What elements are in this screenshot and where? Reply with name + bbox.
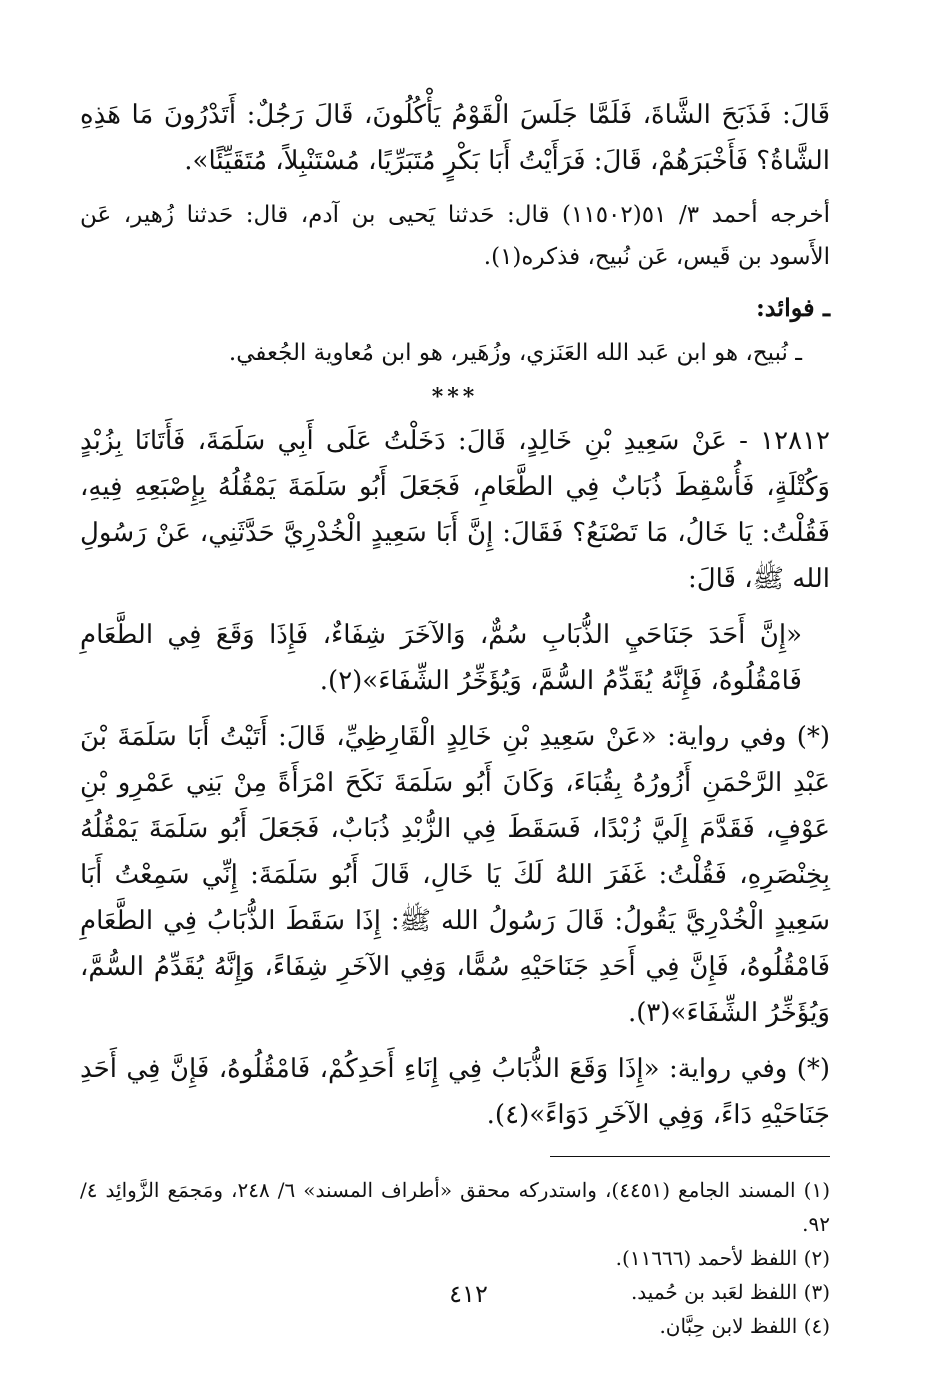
riwaya-first: (*) وفي رواية: «عَنْ سَعِيدِ بْنِ خَالِدٍ الْقَارِظِيِّ، قَالَ: أَتَيْتُ أَبَا سَلَمَةَ بْنَ عَبْدِ الرَّحْمَنِ أَزُورُهُ بِقُبَاءَ، وَكَانَ أَبُو سَلَمَةَ نَكَحَ امْرَأَةً مِنْ بَنِي عَمْرِو بْنِ عَوْفٍ، فَقَدَّمَ إِلَيَّ زُبْدًا، فَسَقَطَ فِي الزُّبْدِ ذُبَابٌ، فَجَعَلَ أَبُو سَلَمَةَ يَمْقُلُهُ بِخِنْصَرِهِ، فَقُلْتُ: غَفَرَ اللهُ لَكَ يَا خَالِ، قَالَ أَبُو سَلَمَةَ: إِنِّي سَمِعْتُ أَبَا سَعِيدٍ الْخُدْرِيَّ يَقُولُ: قَالَ رَسُولُ الله ﷺ: إِذَا سَقَطَ الذُّبَابُ فِي الطَّعَامِ فَامْقُلُوهُ، فَإِنَّ فِي أَحَدِ جَنَاحَيْهِ سُمًّا، وَفِي الآخَرِ شِفَاءً، وَإِنَّهُ يُقَدِّمُ السُّمَّ، وَيُؤَخِّرُ الشِّفَاءَ»(٣).: [80, 722, 830, 1028]
hadith-12812: ١٢٨١٢ - عَنْ سَعِيدِ بْنِ خَالِدٍ، قَالَ: دَخَلْتُ عَلَى أَبِي سَلَمَةَ، فَأَتَانَا بِزُبْدٍ وَكُتْلَةٍ، فَأُسْقِطَ ذُبَابٌ فِي الطَّعَامِ، فَجَعَلَ أَبُو سَلَمَةَ يَمْقُلُهُ بِإِصْبَعِهِ فِيهِ، فَقُلْتُ: يَا خَالُ، مَا تَصْنَعُ؟ فَقَالَ: إِنَّ أَبَا سَعِيدٍ الْخُدْرِيَّ حَدَّثَنِي، عَنْ رَسُولِ الله ﷺ، قَالَ:: [80, 426, 830, 594]
footnote-4: (٤) اللفظ لابن حِبَّان.: [659, 1314, 830, 1338]
section-separator: ***: [431, 384, 479, 410]
footnote-2: (٢) اللفظ لأحمد (١١٦٦٦).: [615, 1246, 830, 1270]
fawaid-heading: ـ فوائد:: [755, 293, 830, 322]
riwaya-second: (*) وفي رواية: «إِذَا وَقَعَ الذُّبَابُ فِي إِنَاءِ أَحَدِكُمْ، فَامْقُلُوهُ، فَإِنَّ فِي أَحَدِ جَنَاحَيْهِ دَاءً، وَفِي الآخَرِ دَوَاءً»(٤).: [80, 1054, 830, 1130]
paragraph-opening: قَالَ: فَذَبَحَ الشَّاةَ، فَلَمَّا جَلَسَ الْقَوْمُ يَأْكُلُونَ، قَالَ رَجُلٌ: أَتَدْرُونَ مَا هَذِهِ الشَّاةُ؟ فَأَخْبَرَهُمْ، قَالَ: فَرَأَيْتُ أَبَا بَكْرٍ مُتَبَرِّيًا، مُسْتَنْبِلاً، مُتَقَيِّئًا».: [80, 100, 830, 176]
footnote-divider: [550, 1156, 830, 1157]
footnote-1: (١) المسند الجامع (٤٤٥١)، واستدركه محقق «أطراف المسند» ٦/ ٢٤٨، ومَجمَع الزَّوائِد ٤/ ٩٢.: [80, 1178, 830, 1236]
page-number: ٤١٢: [449, 1280, 488, 1308]
fawaid-item: ـ نُبيح، هو ابن عَبد الله العَنَزي، وزُهَير، هو ابن مُعاوية الجُعفي.: [228, 340, 802, 366]
footnote-3: (٣) اللفظ لعَبد بن حُميد.: [630, 1280, 830, 1304]
paragraph-takhrij: أخرجه أحمد ٣/ ٥١(١١٥٠٢) قال: حَدثنا يَحيى بن آدم، قال: حَدثنا زُهير، عَن الأَسود بن قَيس، عَن نُبيح، فذكره(١).: [80, 202, 830, 270]
page-body: [80, 92, 830, 1343]
hadith-quote: «إِنَّ أَحَدَ جَنَاحَيِ الذُّبَابِ سُمٌّ، وَالآخَرَ شِفَاءٌ، فَإِذَا وَقَعَ فِي الطَّعَامِ فَامْقُلُوهُ، فَإِنَّهُ يُقَدِّمُ السُّمَّ، وَيُؤَخِّرُ الشِّفَاءَ»(٢).: [80, 620, 802, 696]
